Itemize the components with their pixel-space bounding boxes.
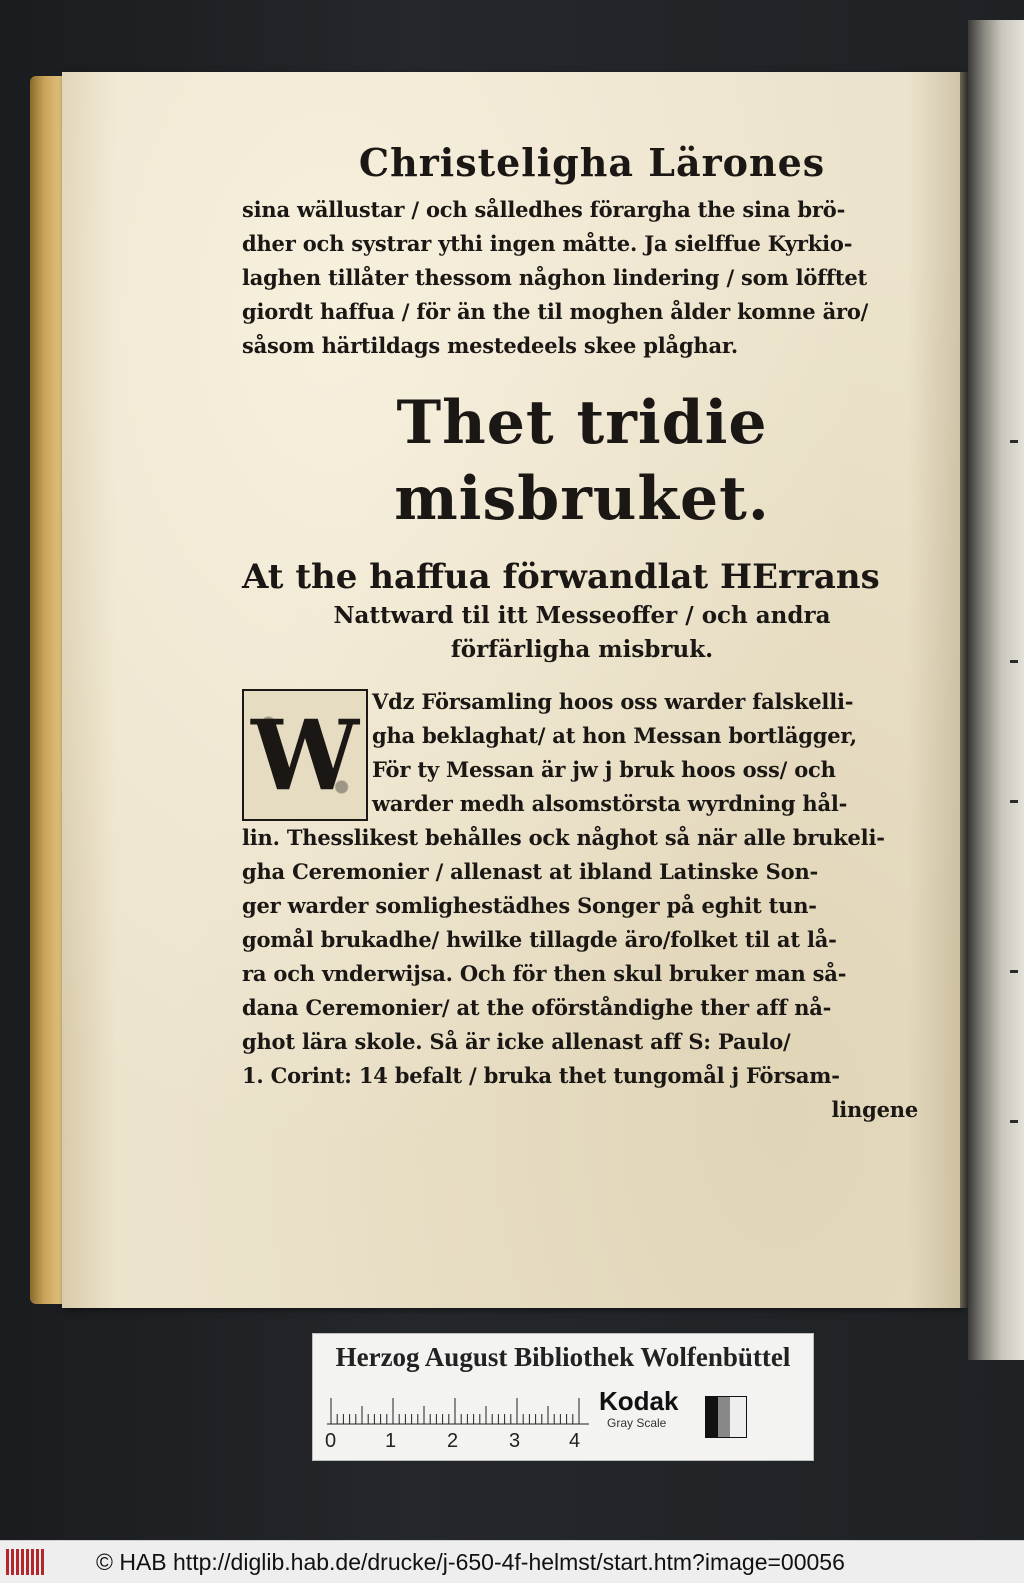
ruler-label: 0	[325, 1430, 337, 1452]
chapter-subtitle-line: förfärligha misbruk.	[450, 636, 714, 663]
ruler-scale	[327, 1386, 589, 1426]
text-line: För ty Messan är jw j bruk hoos oss/ och	[372, 757, 836, 782]
page-tick	[1010, 440, 1018, 443]
text-line: warder medh alsomstörsta wyrdning hål-	[372, 791, 848, 816]
text-line: 1. Corint: 14 befalt / bruka thet tungomål j Försam-	[242, 1063, 840, 1088]
text-line: gomål brukadhe/ hwilke tillagde äro/folket til at lå-	[242, 927, 837, 952]
paragraph	[242, 685, 922, 1127]
ruler-label: 2	[447, 1430, 459, 1452]
page-text	[242, 140, 922, 1127]
text-line: gha Ceremonier / allenast at ibland Latinske Son-	[242, 859, 819, 884]
book-gutter	[960, 72, 968, 1308]
text-line: laghen tillåter thessom någhon lindering / som löfftet	[242, 265, 868, 290]
chapter-subtitle: At the haffua förwandlat HErrans	[242, 557, 880, 597]
gray-patch	[705, 1396, 747, 1438]
text-line: ger warder somlighestädhes Songer på eghit tun-	[242, 893, 817, 918]
text-line: ra och vnderwijsa. Och för then skul bruker man så-	[242, 961, 847, 986]
page-tick	[1010, 970, 1018, 973]
hab-logo-icon	[6, 1549, 46, 1575]
text-line: gha beklaghat/ at hon Messan bortlägger,	[372, 723, 857, 748]
color-scale-card	[312, 1333, 814, 1461]
ruler-label: 1	[385, 1430, 397, 1452]
text-line: såsom härtildags mestedeels skee plåghar.	[242, 333, 738, 358]
footer-url: © HAB http://diglib.hab.de/drucke/j-650-4f-helmst/start.htm?image=00056	[96, 1549, 845, 1575]
ruler-label: 3	[509, 1430, 521, 1452]
chapter-subtitle-line: Nattward til itt Messeoffer / och andra	[333, 602, 831, 629]
text-line: ghot lära skole. Så är icke allenast aff S: Paulo/	[242, 1029, 791, 1054]
catchword: lingene	[831, 1097, 918, 1122]
text-line: dana Ceremonier/ at the oförståndighe ther aff nå-	[242, 995, 832, 1020]
text-line: giordt haffua / för än the til moghen ålder komne äro/	[242, 299, 869, 324]
text-line: Vdz Församling hoos oss warder falskelli-	[372, 689, 854, 714]
gray-scale-label: Gray Scale	[607, 1416, 667, 1430]
page-tick	[1010, 800, 1018, 803]
chapter-title: Thet tridie misbruket.	[394, 388, 770, 534]
running-head: Christeligha Lärones	[358, 140, 826, 185]
text-line: lin. Thesslikest behålles ock någhot så när alle brukeli-	[242, 825, 885, 850]
decorated-initial: W	[242, 689, 368, 821]
ruler-label: 4	[569, 1430, 581, 1452]
library-name: Herzog August Bibliothek Wolfenbüttel	[335, 1342, 791, 1372]
kodak-brand: Kodak	[599, 1386, 679, 1416]
page-tick	[1010, 660, 1018, 663]
text-line: sina wällustar / och sålledhes förargha the sina brö-	[242, 197, 846, 222]
footer-bar	[0, 1540, 1024, 1583]
adjacent-page-edge	[968, 20, 1024, 1360]
page-tick	[1010, 1120, 1018, 1123]
text-line: dher och systrar ythi ingen måtte. Ja sielffue Kyrkio-	[242, 231, 853, 256]
